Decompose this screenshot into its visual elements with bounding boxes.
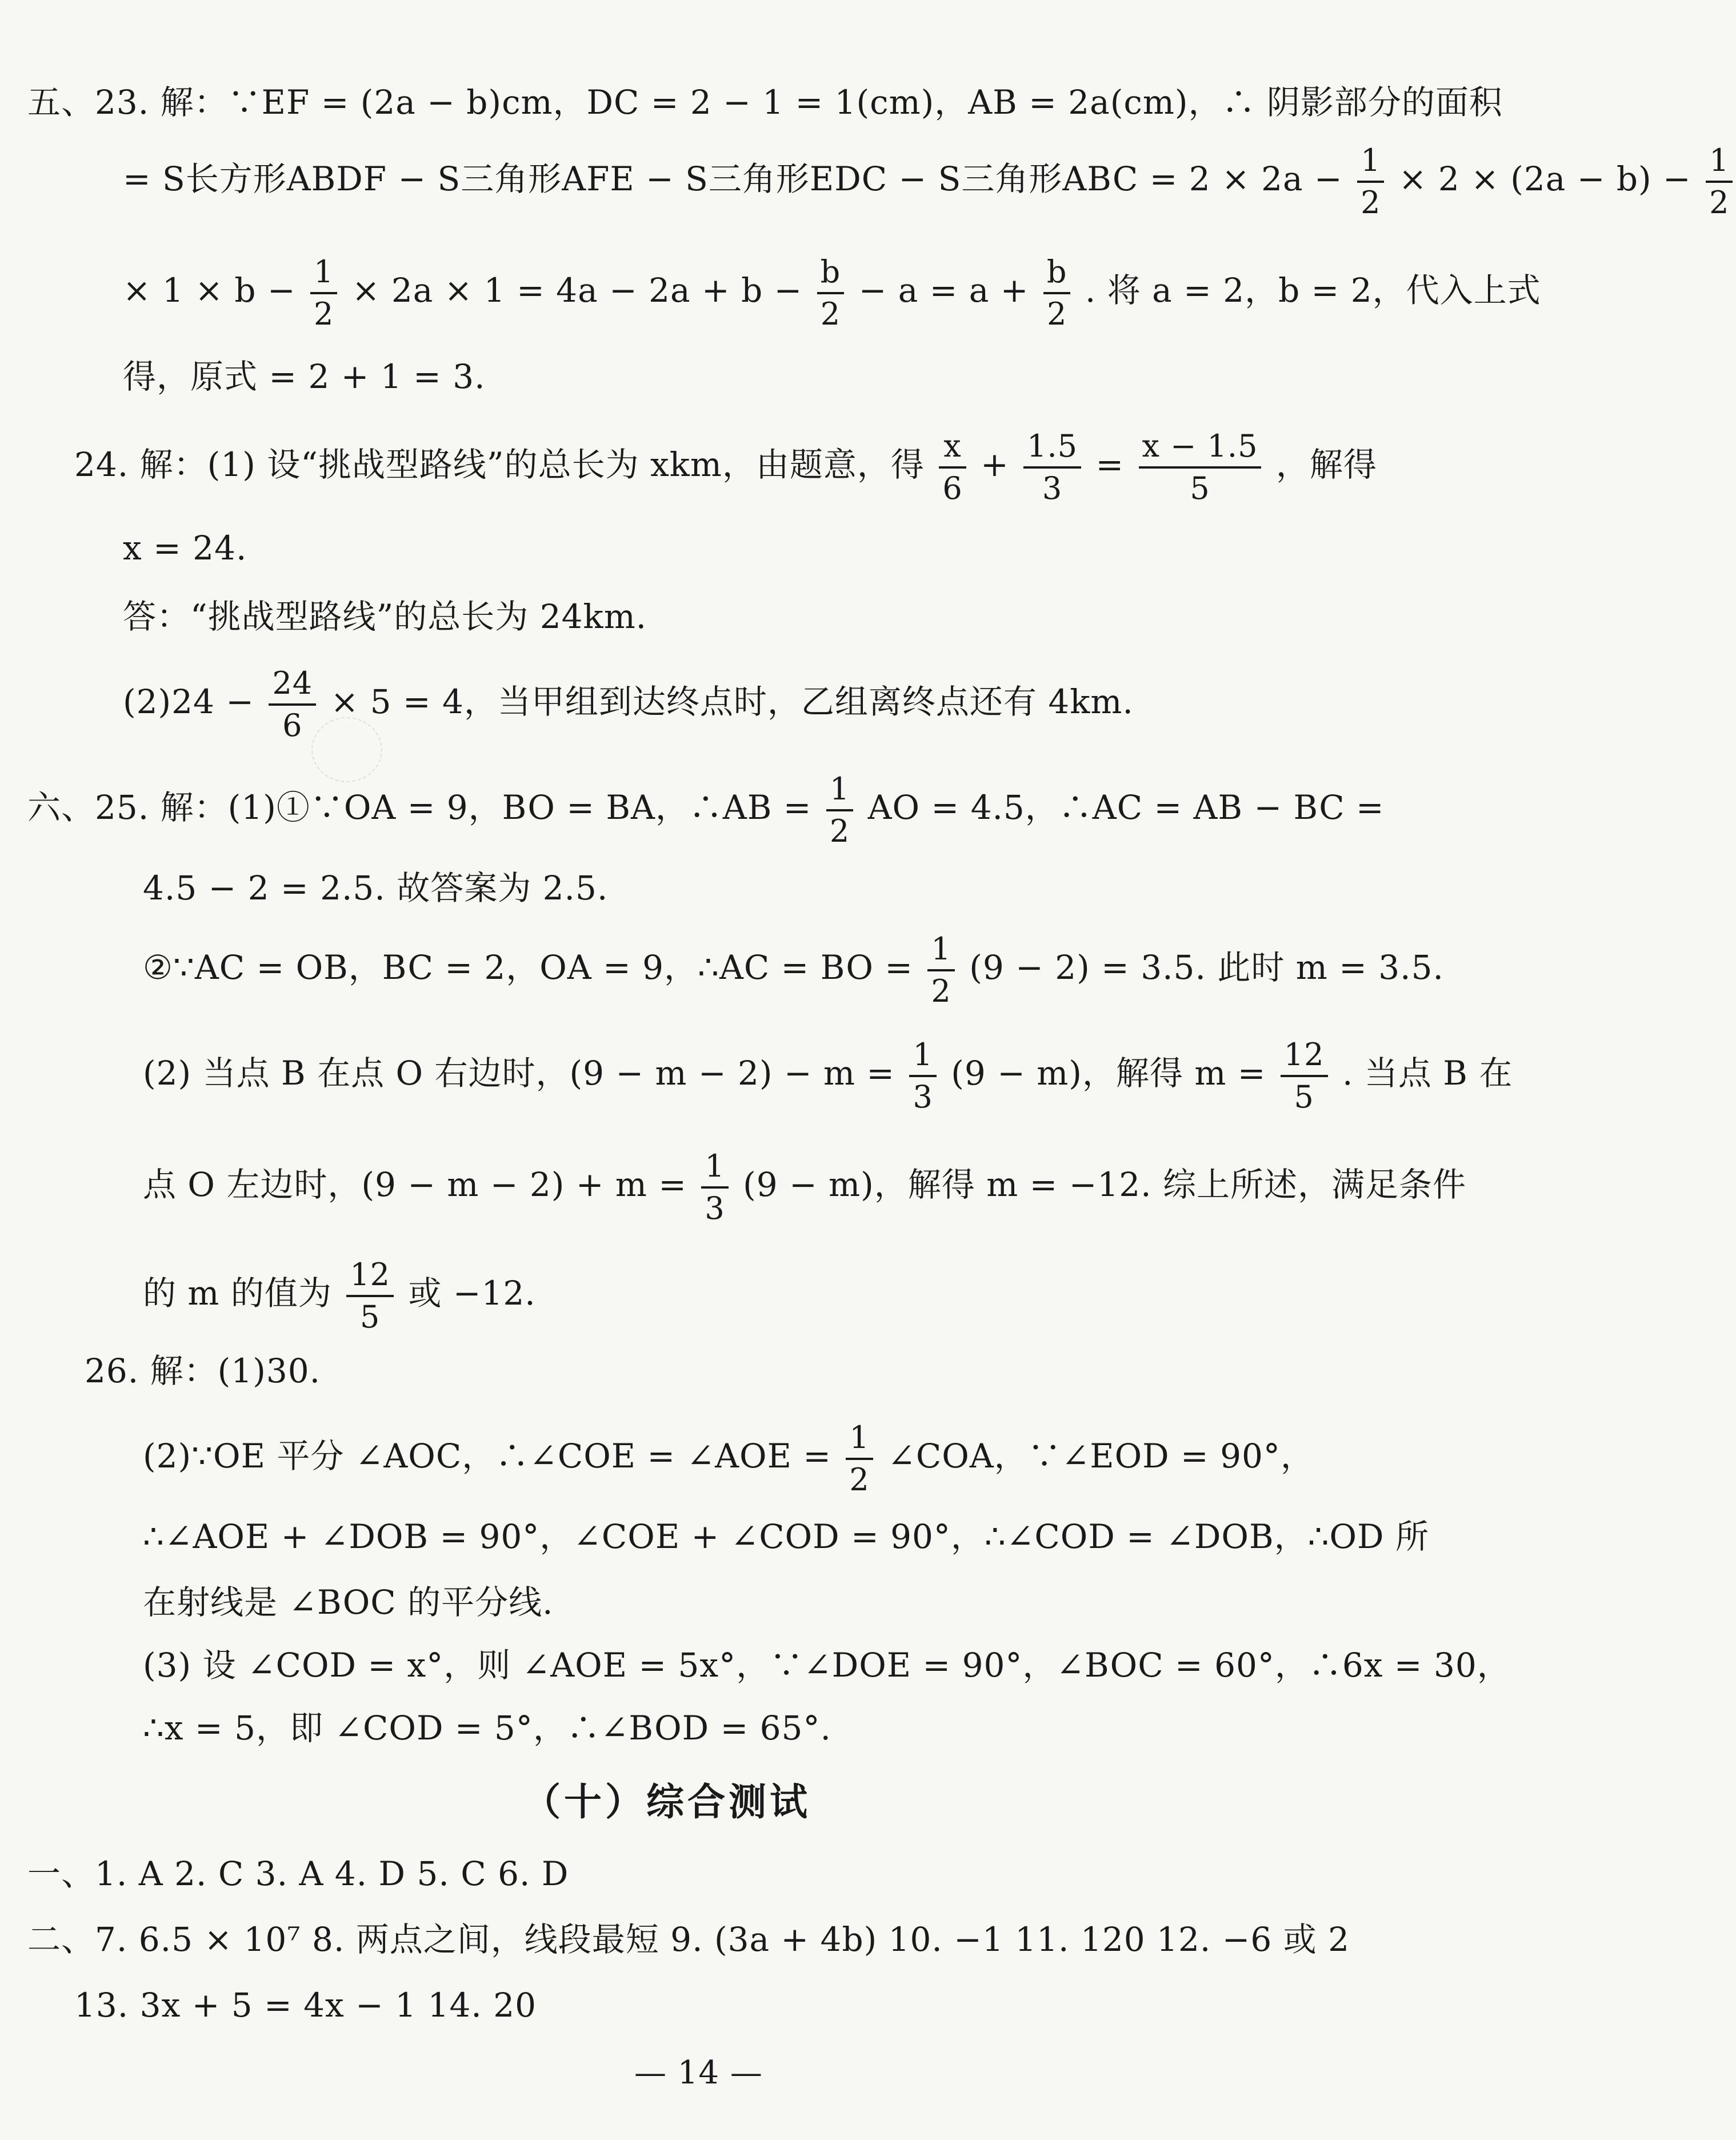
p25-line3-text-a: ②∵AC = OB，BC = 2，OA = 9，∴AC = BO = xyxy=(143,948,913,987)
p24-line1-text-a: 24. 解：(1) 设“挑战型路线”的总长为 xkm，由题意，得 xyxy=(74,445,925,485)
p25-line3-text-b: (9 − 2) = 3.5. 此时 m = 3.5. xyxy=(969,948,1444,987)
p26-line2 xyxy=(143,1420,1314,1498)
p25-line6-text-b: 或 −12. xyxy=(408,1274,536,1313)
p25-line1 xyxy=(27,771,1385,849)
p26-line1: 26. 解：(1)30. xyxy=(85,1351,321,1390)
p25-line5-text-b: (9 − m)，解得 m = −12. 综上所述，满足条件 xyxy=(743,1165,1466,1205)
fraction-b-over-2: $\frac{b}{2}$ xyxy=(817,254,845,332)
p25-line4-text-c: . 当点 B 在 xyxy=(1342,1054,1513,1093)
fraction-half: $\frac{1}{2}$ xyxy=(310,254,337,332)
fraction-half: $\frac{1}{2}$ xyxy=(846,1420,873,1498)
p24-part2 xyxy=(123,666,1134,743)
answers-part2: 二、7. 6.5 × 10⁷ 8. 两点之间，线段最短 9. (3a + 4b) 10. −1 11. 120 12. −6 或 2 xyxy=(27,1920,1350,1959)
p23-line2-text-b: × 2 × (2a − b) − xyxy=(1398,159,1691,199)
p24-line1-text-d: ，解得 xyxy=(1275,445,1377,485)
fraction-12-over-5: $\frac{12}{5}$ xyxy=(346,1257,394,1335)
p25-line5-text-a: 点 O 左边时，(9 − m − 2) + m = xyxy=(143,1165,687,1205)
p25-line6-text-a: 的 m 的值为 xyxy=(143,1274,332,1313)
p24-part2-text-b: × 5 = 4，当甲组到达终点时，乙组离终点还有 4km. xyxy=(330,682,1134,722)
p23-line2 xyxy=(123,143,1736,221)
p23-line3-text-c: − a = a + xyxy=(858,271,1029,310)
p26-line6: ∴x = 5，即 ∠COD = 5°，∴∠BOD = 65°. xyxy=(143,1709,831,1747)
fraction-12-over-5: $\frac{12}{5}$ xyxy=(1281,1037,1328,1115)
fraction-1.5-over-3: $\frac{1.5}{3}$ xyxy=(1023,429,1081,506)
p26-line2-text-b: ∠COA，∵∠EOD = 90°， xyxy=(887,1437,1314,1476)
p25-line5 xyxy=(143,1149,1466,1226)
p23-line2-text-a: = S长方形ABDF − S三角形AFE − S三角形EDC − S三角形ABC = 2 × 2a − xyxy=(123,159,1343,199)
page-number: — 14 — xyxy=(634,2054,763,2091)
p26-line5: (3) 设 ∠COD = x°，则 ∠AOE = 5x°，∵∠DOE = 90°，∠BOC = 60°，∴6x = 30， xyxy=(143,1646,1511,1685)
p23-line3-text-b: × 2a × 1 = 4a − 2a + b − xyxy=(351,271,803,310)
p24-answer: 答：“挑战型路线”的总长为 24km. xyxy=(123,597,647,636)
p26-line3: ∴∠AOE + ∠DOB = 90°，∠COE + ∠COD = 90°，∴∠COD = ∠DOB，∴OD 所 xyxy=(143,1517,1429,1556)
fraction-24-over-6: $\frac{24}{6}$ xyxy=(269,666,316,743)
p25-line2: 4.5 − 2 = 2.5. 故答案为 2.5. xyxy=(143,869,609,907)
fraction-half: $\frac{1}{2}$ xyxy=(826,771,853,849)
p25-line4 xyxy=(143,1037,1513,1115)
p23-line3 xyxy=(123,254,1541,332)
answers-part2-cont: 13. 3x + 5 = 4x − 1 14. 20 xyxy=(74,1986,537,2025)
p26-line4: 在射线是 ∠BOC 的平分线. xyxy=(143,1583,554,1622)
fraction-half: $\frac{1}{2}$ xyxy=(927,931,954,1009)
fraction-half: $\frac{1}{2}$ xyxy=(1706,143,1733,221)
p23-line3-text-a: × 1 × b − xyxy=(123,271,296,310)
p24-equals: = xyxy=(1095,445,1125,485)
fraction-x-over-6: $\frac{x}{6}$ xyxy=(939,429,966,506)
p25-line3 xyxy=(143,931,1444,1009)
p23-line1: 五、23. 解：∵EF = (2a − b)cm，DC = 2 − 1 = 1(cm)，AB = 2a(cm)，∴ 阴影部分的面积 xyxy=(27,83,1503,122)
p24-plus: + xyxy=(981,445,1009,485)
fraction-x-minus-1.5-over-5: $\frac{x - 1.5}{5}$ xyxy=(1139,429,1262,506)
p24-part2-text-a: (2)24 − xyxy=(123,682,254,722)
p25-line4-text-b: (9 − m)，解得 m = xyxy=(951,1054,1266,1093)
p25-line6 xyxy=(143,1257,536,1335)
fraction-half: $\frac{1}{2}$ xyxy=(1357,143,1384,221)
p26-line2-text-a: (2)∵OE 平分 ∠AOC，∴∠COE = ∠AOE = xyxy=(143,1437,831,1476)
p23-line3-text-d: . 将 a = 2，b = 2，代入上式 xyxy=(1085,271,1541,310)
section-title: （十）综合测试 xyxy=(523,1779,811,1824)
p25-line4-text-a: (2) 当点 B 在点 O 右边时，(9 − m − 2) − m = xyxy=(143,1054,895,1093)
p24-line2: x = 24. xyxy=(123,529,247,567)
p23-line4: 得，原式 = 2 + 1 = 3. xyxy=(123,357,486,396)
p25-line1-text-b: AO = 4.5，∴AC = AB − BC = xyxy=(867,788,1385,827)
p25-line1-text-a: 六、25. 解：(1)①∵OA = 9，BO = BA，∴AB = xyxy=(27,788,812,827)
fraction-third: $\frac{1}{3}$ xyxy=(909,1037,936,1115)
p24-line1 xyxy=(74,429,1377,506)
answers-part1: 一、1. A 2. C 3. A 4. D 5. C 6. D xyxy=(27,1854,569,1893)
fraction-third: $\frac{1}{3}$ xyxy=(701,1149,728,1226)
fraction-b-over-2: $\frac{b}{2}$ xyxy=(1043,254,1071,332)
